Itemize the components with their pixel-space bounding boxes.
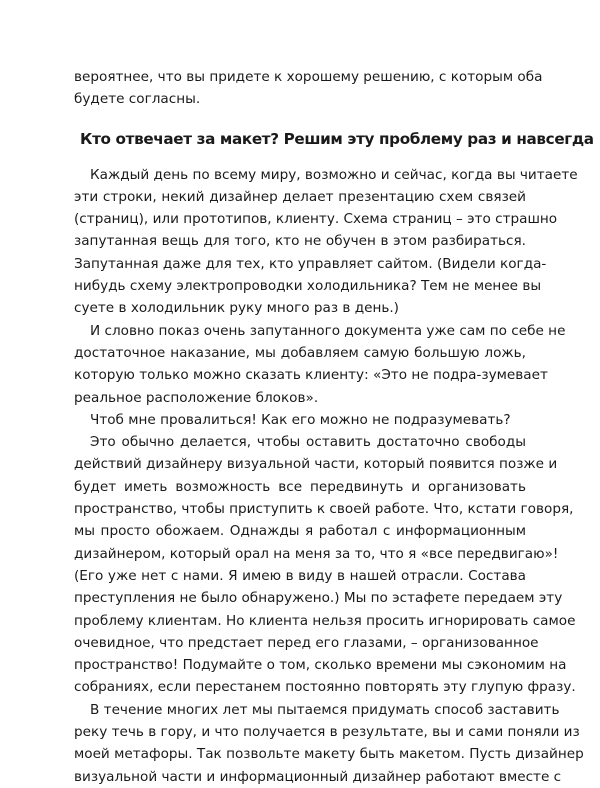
paragraph [74,699,584,788]
text-line: реку течь в гору, и что получается в результате, вы и сами поняли из [74,724,580,741]
text-line: Чтоб мне провалиться! Как его можно не подразумевать? [90,411,511,428]
text-line: запутанная вещь для того, кто не обучен в этом разбираться. [74,233,526,250]
text-line: пространство! Подумайте о том, сколько времени мы сэкономим на [74,657,567,674]
text-line: очевидное, что предстает перед его глазами, – организованное [74,634,539,651]
text-line: пространство, чтобы приступить к своей работе. Что, кстати говоря, [74,501,574,518]
text-line: преступления не было обнаружено.) Мы по эстафете передаем эту [74,590,563,607]
text-line: собраниях, если перестанем постоянно повторять эту глупую фразу. [74,679,576,696]
text-line: (страниц), или прототипов, клиенту. Схема страниц – это страшно [74,211,558,228]
text-line: реальное расположение блоков». [74,389,319,406]
paragraph [74,409,526,431]
paragraph [74,320,566,409]
text-line: визуальной части и информационный дизайнер работают вместе с [74,768,562,785]
text-line: будет иметь возможность все передвинуть и организовать [74,478,526,495]
text-line: достаточное наказание, мы добавляем самую большую ложь, [74,344,526,361]
text-line: В течение многих лет мы пытаемся придумать способ заставить [90,701,560,718]
section-heading: Кто отвечает за макет? Решим эту проблему раз и навсегда [80,129,594,148]
text-line: будете согласны. [74,91,201,108]
text-line: проблему клиентам. Но клиента нельзя просить игнорировать самое [74,612,576,629]
text-line: Каждый день по всему миру, возможно и сейчас, когда вы читаете [90,166,578,183]
text-line: действий дизайнеру визуальной части, который появится позже и [74,456,558,473]
paragraph [74,164,578,320]
text-line: И словно показ очень запутанного документа уже сам по себе не [90,322,566,339]
text-line: (Его уже нет с нами. Я имею в виду в нашей отрасли. Состава [74,567,526,584]
intro-paragraph [74,66,543,111]
text-line: мы просто обожаем. Однажды я работал с информационным [74,523,526,540]
text-line: суете в холодильник руку много раз в день.) [74,300,399,317]
text-line: дизайнером, который орал на меня за то, что я «все передвигаю»! [74,545,559,562]
text-line: нибудь схему электропроводки холодильника? Тем не менее вы [74,278,542,295]
text-line: эти строки, некий дизайнер делает презентацию схем связей [74,188,526,205]
text-line: Это обычно делается, чтобы оставить достаточно свободы [90,434,526,451]
book-page [74,66,594,788]
text-line: вероятнее, что вы придете к хорошему решению, с которым оба [74,69,543,85]
text-line: которую только можно сказать клиенту: «Это не подра-зумевает [74,367,548,384]
text-line: моей метафоры. Так позвольте макету быть макетом. Пусть дизайнер [74,746,584,763]
paragraph [74,431,576,699]
text-line: Запутанная даже для тех, кто управляет сайтом. (Видели когда- [74,255,547,272]
